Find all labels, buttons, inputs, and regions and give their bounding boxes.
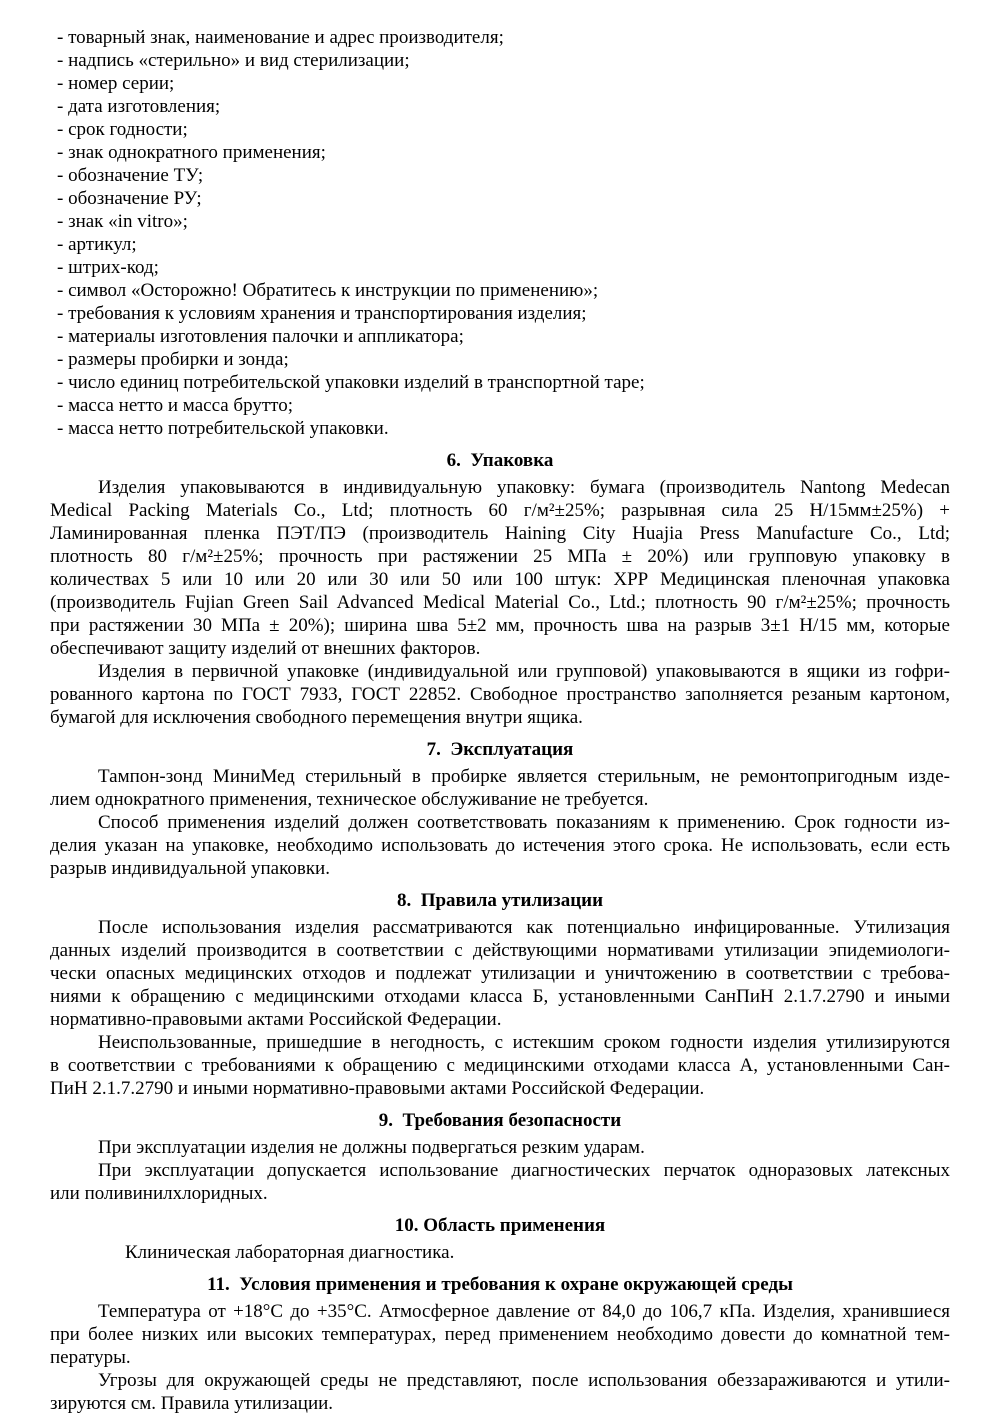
- text-line: При эксплуатации допускается использование диагностических перчаток одноразовых латексных: [98, 1160, 950, 1181]
- dash-list-item: - надпись «стерильно» и вид стерилизации;: [57, 50, 410, 71]
- text-line: чески опасных медицинских отходов и подлежат утилизации и уничтожению в соответствии с требова-: [50, 963, 950, 984]
- dash-list-item: - срок годности;: [57, 119, 188, 140]
- dash-list-item: - требования к условиям хранения и транспортирования изделия;: [57, 303, 587, 324]
- paragraph: [50, 1159, 950, 1205]
- dash-list-item: - масса нетто и масса брутто;: [57, 395, 293, 416]
- section-heading-application-area: 10. Область применения: [394, 1215, 606, 1236]
- dash-list-item: - обозначение РУ;: [57, 188, 202, 209]
- text-line: Ламинированная пленка ПЭТ/ПЭ (производитель Haining City Huajia Press Manufacture Co., Ltd;: [50, 523, 950, 544]
- text-line: нормативно-правовыми актами Российской Федерации.: [50, 1009, 502, 1030]
- text-line: При эксплуатации изделия не должны подвергаться резким ударам.: [98, 1137, 645, 1158]
- text-line: делия указан на упаковке, необходимо использовать до истечения этого срока. Не использовать, если есть: [50, 835, 950, 856]
- text-line: Температура от +18°С до +35°С. Атмосферное давление от 84,0 до 106,7 кПа. Изделия, хранившиеся: [98, 1301, 950, 1322]
- text-line: Medical Packing Materials Co., Ltd; плотность 60 г/м²±25%; разрывная сила 25 Н/15мм±25%) +: [50, 500, 950, 521]
- text-line: количествах 5 или 10 или 20 или 30 или 50 или 100 штук: ХРР Медицинская пленочная упаковка: [50, 569, 950, 590]
- text-line: ниями к обращению с медицинскими отходами класса Б, установленными СанПиН 2.1.7.2790 и иными: [50, 986, 950, 1007]
- dash-list-item: - артикул;: [57, 234, 137, 255]
- text-line: бумагой для исключения свободного перемещения внутри ящика.: [50, 707, 583, 728]
- text-line: (производитель Fujian Green Sail Advanced Medical Material Co., Ltd.; плотность 90 г/м²±25%; прочность: [50, 592, 950, 613]
- text-line: обеспечивают защиту изделий от внешних факторов.: [50, 638, 481, 659]
- dash-list-item: - знак однократного применения;: [57, 142, 326, 163]
- dash-list-item: - дата изготовления;: [57, 96, 221, 117]
- section-heading-operation: 7. Эксплуатация: [426, 739, 574, 760]
- labeling-dash-list: [50, 26, 950, 440]
- section-heading-environment-conditions: 11. Условия применения и требования к охране окружающей среды: [207, 1274, 793, 1295]
- text-line: После использования изделия рассматриваются как потенциально инфицированные. Утилизация: [98, 917, 950, 938]
- text-line: Неиспользованные, пришедшие в негодность, с истекшим сроком годности изделия утилизируются: [98, 1032, 950, 1053]
- paragraph: [50, 1369, 950, 1414]
- paragraph: [50, 765, 950, 811]
- section-disposal-rules: [50, 889, 950, 1100]
- dash-list-item: - число единиц потребительской упаковки изделий в транспортной таре;: [57, 372, 645, 393]
- dash-list-item: - обозначение ТУ;: [57, 165, 204, 186]
- paragraph: [50, 916, 950, 1031]
- section-operation: [50, 738, 950, 880]
- dash-list-item: - знак «in vitro»;: [57, 211, 188, 232]
- text-line: ПиН 2.1.7.2790 и иными нормативно-правовыми актами Российской Федерации.: [50, 1078, 705, 1099]
- paragraph: [50, 1300, 950, 1369]
- text-line: Тампон-зонд МиниМед стерильный в пробирке является стерильным, не ремонтопригодным изде-: [98, 766, 950, 787]
- text-line: Клиническая лабораторная диагностика.: [125, 1242, 455, 1263]
- paragraph: [50, 476, 950, 660]
- dash-list-item: - номер серии;: [57, 73, 175, 94]
- paragraph: [50, 660, 950, 729]
- text-line: при более низких или высоких температурах, перед применением необходимо довести до комнатной тем-: [50, 1324, 950, 1345]
- text-line: пературы.: [50, 1347, 131, 1368]
- text-line: в соответствии с требованиями к обращению с медицинскими отходами класса А, установленными Сан-: [50, 1055, 950, 1076]
- text-line: рованного картона по ГОСТ 7933, ГОСТ 22852. Свободное пространство заполняется резаным картоном,: [50, 684, 950, 705]
- section-safety-requirements: [50, 1109, 950, 1205]
- dash-list-item: - масса нетто потребительской упаковки.: [57, 418, 389, 439]
- text-line: Способ применения изделий должен соответствовать показаниям к применению. Срок годности из-: [98, 812, 950, 833]
- section-application-area: [50, 1214, 950, 1264]
- text-line: Угрозы для окружающей среды не представляют, после использования обеззараживаются и утили-: [98, 1370, 950, 1391]
- dash-list-item: - символ «Осторожно! Обратитесь к инструкции по применению»;: [57, 280, 599, 301]
- text-line: при растяжении 30 МПа ± 20%); ширина шва 5±2 мм, прочность шва на разрыв 3±1 Н/15 мм, которые: [50, 615, 950, 636]
- paragraph: [50, 1031, 950, 1100]
- paragraph: [50, 1136, 950, 1159]
- text-line: лием однократного применения, техническое обслуживание не требуется.: [50, 789, 649, 810]
- text-line: зируются см. Правила утилизации.: [50, 1393, 334, 1414]
- text-line: Изделия упаковываются в индивидуальную упаковку: бумага (производитель Nantong Medecan: [98, 477, 950, 498]
- dash-list-item: - размеры пробирки и зонда;: [57, 349, 289, 370]
- paragraph: [50, 1241, 950, 1264]
- section-packaging: [50, 449, 950, 729]
- dash-list-item: - материалы изготовления палочки и аппликатора;: [57, 326, 464, 347]
- paragraph: [50, 811, 950, 880]
- text-line: или поливинилхлоридных.: [50, 1183, 268, 1204]
- section-heading-disposal-rules: 8. Правила утилизации: [396, 890, 604, 911]
- text-line: плотность 80 г/м²±25%; прочность при растяжении 25 МПа ± 20%) или групповую упаковку в: [50, 546, 950, 567]
- section-environment-conditions: [50, 1273, 950, 1414]
- text-line: данных изделий производится в соответствии с действующими нормативами утилизации эпидемиологи-: [50, 940, 950, 961]
- dash-list-item: - штрих-код;: [57, 257, 159, 278]
- text-line: Изделия в первичной упаковке (индивидуальной или групповой) упаковываются в ящики из гофри-: [98, 661, 950, 682]
- section-heading-safety-requirements: 9. Требования безопасности: [378, 1110, 622, 1131]
- section-heading-packaging: 6. Упаковка: [446, 450, 554, 471]
- dash-list-item: - товарный знак, наименование и адрес производителя;: [57, 27, 504, 48]
- text-line: разрыв индивидуальной упаковки.: [50, 858, 330, 879]
